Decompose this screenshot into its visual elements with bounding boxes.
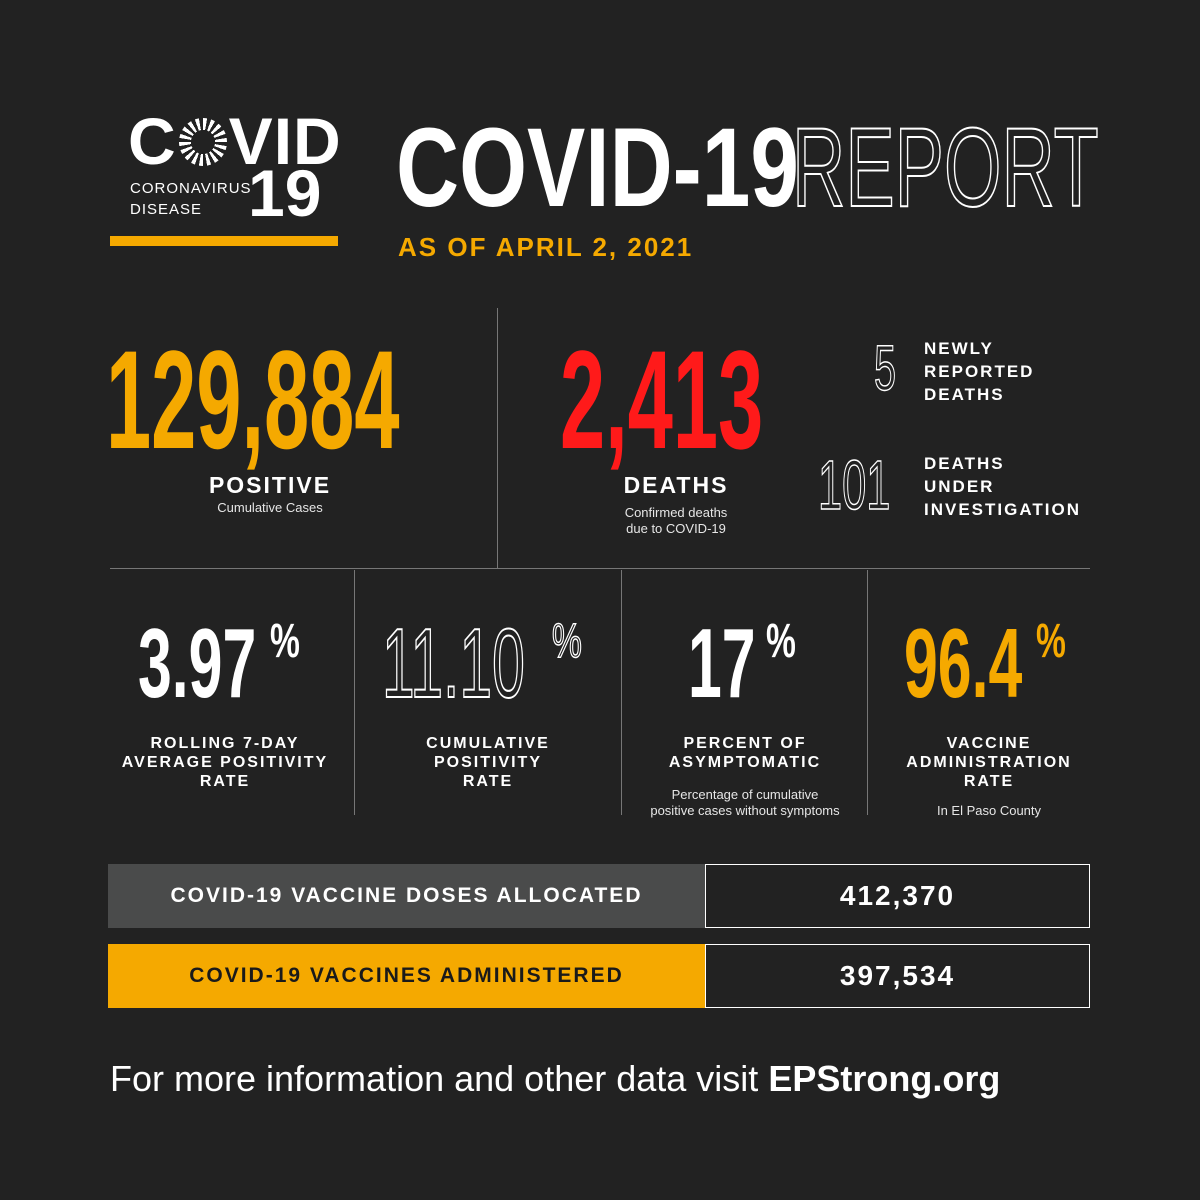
stat-asymptomatic-sub1: Percentage of cumulative: [671, 787, 819, 802]
vaccine-allocated-row: [108, 864, 1090, 928]
stat-rolling-line2: AVERAGE POSITIVITY: [121, 754, 329, 772]
stat-asymptomatic-line1: PERCENT OF: [683, 735, 807, 752]
divider-stat-3: [867, 570, 868, 815]
stat-asymptomatic-sub2: positive cases without symptoms: [650, 803, 840, 819]
deaths-sub: [576, 505, 776, 538]
stat-vaccine-rate-sub: In El Paso County: [936, 803, 1042, 818]
divider-horizontal: [110, 568, 1090, 569]
new-deaths-label: [924, 338, 1034, 407]
logo-number: 19: [248, 156, 322, 230]
stat-vaccine-rate-line1: VACCINE: [946, 735, 1032, 752]
stat-asymptomatic-pct: %: [766, 615, 796, 668]
divider-stat-1: [354, 570, 355, 815]
report-date: AS OF APRIL 2, 2021: [398, 232, 694, 262]
vaccine-administered-label: COVID-19 VACCINES ADMINISTERED: [108, 944, 705, 1008]
stat-asymptomatic-value: 17: [688, 608, 756, 718]
title-bold: COVID-19: [396, 105, 799, 230]
vaccine-allocated-label: COVID-19 VACCINE DOSES ALLOCATED: [108, 864, 705, 928]
logo-line1: CORONAVIRUS: [130, 180, 252, 197]
footer-text: [110, 1058, 1000, 1100]
logo-subtitle: [130, 178, 252, 220]
title-outline: REPORT: [792, 105, 1099, 230]
positive-label: POSITIVE: [208, 472, 332, 498]
logo-underline: [110, 236, 338, 246]
positive-sub: Cumulative Cases: [217, 500, 323, 515]
new-deaths-line1: NEWLY: [924, 339, 994, 358]
stat-rolling-line3: RATE: [199, 773, 251, 791]
investigation-line3: INVESTIGATION: [924, 499, 1081, 519]
stat-cumulative-line1: CUMULATIVE: [426, 735, 550, 752]
stat-cumulative-line2: POSITIVITY: [433, 754, 542, 772]
logo-line2: DISEASE: [130, 201, 203, 218]
new-deaths-value: 5: [874, 332, 897, 404]
stat-rolling-label: [112, 734, 338, 792]
stat-rolling-pct: %: [270, 615, 300, 668]
stat-vaccine-rate-pct-wrap: [1036, 615, 1079, 668]
stat-rolling-pct-wrap: [270, 615, 313, 668]
positive-value-wrap: [106, 321, 612, 478]
stat-vaccine-rate-line3: RATE: [963, 773, 1015, 791]
stat-rolling-value: 3.97: [138, 608, 257, 718]
stat-cumulative-pct-wrap: [552, 615, 595, 668]
stat-asymptomatic-pct-wrap: [766, 615, 809, 668]
deaths-value: 2,413: [560, 321, 764, 478]
logo-covid-word: C VID: [128, 104, 342, 178]
divider-stat-2: [621, 570, 622, 815]
stat-asymptomatic-label: [632, 734, 858, 772]
investigation-line1: DEATHS: [924, 454, 1005, 473]
deaths-sub-line1: Confirmed deaths: [624, 505, 728, 520]
stat-asymptomatic-line2: ASYMPTOMATIC: [668, 754, 822, 772]
investigation-line2: UNDER: [924, 476, 995, 496]
footer-link[interactable]: EPStrong.org: [768, 1058, 1001, 1099]
new-deaths-line3: DEATHS: [924, 384, 1005, 404]
stat-vaccine-rate-line2: ADMINISTRATION: [906, 754, 1072, 772]
footer-message: For more information and other data visit: [110, 1058, 759, 1099]
investigation-value-wrap: [818, 446, 935, 524]
vaccine-allocated-value: 412,370: [705, 864, 1090, 928]
vaccine-administered-row: [108, 944, 1090, 1008]
new-deaths-line2: REPORTED: [924, 361, 1035, 381]
deaths-label: DEATHS: [623, 472, 729, 498]
stat-cumulative-pct: %: [552, 615, 582, 668]
positive-value: 129,884: [106, 321, 400, 478]
stat-vaccine-rate-label: [878, 734, 1100, 792]
stat-rolling-line1: ROLLING 7-DAY: [150, 735, 300, 752]
stat-asymptomatic-sub: [632, 787, 858, 820]
stat-cumulative-label: [370, 734, 606, 792]
stat-vaccine-rate-pct: %: [1036, 615, 1066, 668]
investigation-value: 101: [818, 446, 891, 524]
title-outline-wrap: [792, 105, 1200, 230]
virus-icon: [179, 118, 227, 166]
deaths-sub-line2: due to COVID-19: [626, 521, 726, 537]
stat-cumulative-value: 11.10: [382, 608, 525, 718]
vaccine-administered-value: 397,534: [705, 944, 1090, 1008]
stat-cumulative-line3: RATE: [462, 773, 514, 791]
stat-vaccine-rate-value: 96.4: [904, 608, 1023, 718]
investigation-label: [924, 453, 1081, 522]
new-deaths-value-wrap: [874, 332, 910, 404]
